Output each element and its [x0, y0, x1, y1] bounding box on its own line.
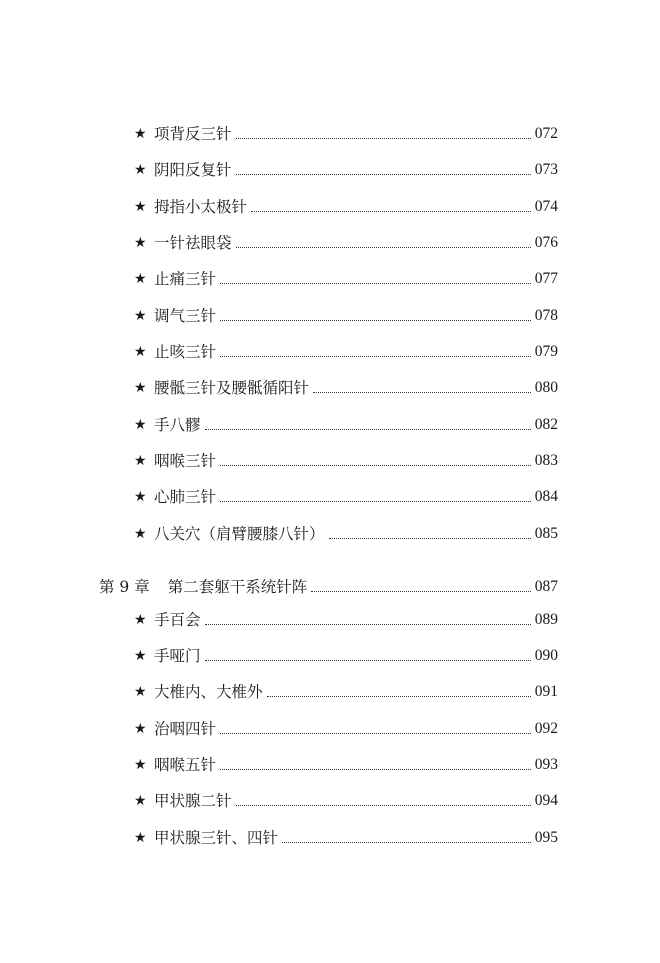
- dot-leader: [220, 356, 531, 357]
- toc-entry-title: 咽喉五针: [154, 756, 217, 774]
- star-icon: ★: [134, 235, 147, 251]
- dot-leader: [205, 660, 531, 661]
- toc-entry: [134, 828, 558, 848]
- dot-leader: [236, 138, 531, 139]
- star-icon: ★: [134, 271, 147, 287]
- toc-entry-page: 082: [534, 416, 558, 433]
- toc-entry: [134, 451, 558, 471]
- toc-entry-title: 腰骶三针及腰骶循阳针: [154, 379, 310, 397]
- toc-entry: [134, 487, 558, 507]
- toc-entry: [134, 124, 558, 144]
- star-icon: ★: [134, 648, 147, 664]
- toc-entry-title: 调气三针: [154, 307, 217, 325]
- toc-entry-page: 094: [534, 792, 558, 809]
- dot-leader: [220, 769, 531, 770]
- star-icon: ★: [134, 199, 147, 215]
- toc-entry-page: 092: [534, 720, 558, 737]
- toc-entry-title: 手哑门: [154, 647, 201, 665]
- dot-leader: [220, 465, 531, 466]
- toc-entry-title: 咽喉三针: [154, 452, 217, 470]
- dot-leader: [267, 696, 531, 697]
- toc-entry-title: 治咽四针: [154, 720, 217, 738]
- toc-entry-title: 项背反三针: [154, 125, 232, 143]
- star-icon: ★: [134, 830, 147, 846]
- toc-entry-page: 089: [534, 611, 558, 628]
- toc-entry-title: 大椎内、大椎外: [154, 683, 263, 701]
- dot-leader: [220, 501, 531, 502]
- star-icon: ★: [134, 344, 147, 360]
- star-icon: ★: [134, 489, 147, 505]
- toc-entry-page: 076: [534, 234, 558, 251]
- toc-entry-page: 095: [534, 829, 558, 846]
- dot-leader: [236, 247, 531, 248]
- dot-leader: [282, 842, 531, 843]
- dot-leader: [313, 392, 531, 393]
- star-icon: ★: [134, 684, 147, 700]
- toc-entry: [134, 269, 558, 289]
- toc-entry-title: 止痛三针: [154, 270, 217, 288]
- toc-entry: [134, 415, 558, 435]
- dot-leader: [205, 624, 531, 625]
- star-icon: ★: [134, 417, 147, 433]
- toc-entry-title: 心肺三针: [154, 488, 217, 506]
- star-icon: ★: [134, 721, 147, 737]
- toc-entry-title: 甲状腺二针: [154, 792, 232, 810]
- toc-entry-page: 085: [534, 525, 558, 542]
- toc-entry: [134, 610, 558, 630]
- toc-entry: [134, 719, 558, 739]
- toc-entry-title: 拇指小太极针: [154, 198, 248, 216]
- toc-entry-page: 083: [534, 452, 558, 469]
- toc-entry: [134, 791, 558, 811]
- chapter-number: 第 9 章: [99, 578, 150, 596]
- toc-entry-title: 止咳三针: [154, 343, 217, 361]
- dot-leader: [236, 174, 531, 175]
- star-icon: ★: [134, 453, 147, 469]
- toc-entry-page: 074: [534, 198, 558, 215]
- toc-entry-page: 084: [534, 488, 558, 505]
- chapter-page: 087: [534, 578, 558, 595]
- dot-leader: [236, 805, 531, 806]
- dot-leader: [311, 591, 531, 592]
- toc-entry-title: 手八髎: [154, 416, 201, 434]
- toc-entry-title: 手百会: [154, 611, 201, 629]
- toc-entry: [134, 160, 558, 180]
- dot-leader: [205, 429, 531, 430]
- toc-entry-page: 078: [534, 307, 558, 324]
- toc-entry-page: 077: [534, 270, 558, 287]
- star-icon: ★: [134, 793, 147, 809]
- dot-leader: [329, 538, 531, 539]
- star-icon: ★: [134, 612, 147, 628]
- star-icon: ★: [134, 757, 147, 773]
- toc-entry: [134, 524, 558, 544]
- toc-entry: [134, 306, 558, 326]
- toc-chapter-entry: [99, 577, 558, 597]
- toc-entry: [134, 755, 558, 775]
- toc-entry-page: 073: [534, 161, 558, 178]
- star-icon: ★: [134, 162, 147, 178]
- star-icon: ★: [134, 126, 147, 142]
- chapter-title: 第二套躯干系统针阵: [167, 578, 308, 596]
- toc-entry-title: 阴阳反复针: [154, 161, 232, 179]
- toc-entry-title: 八关穴（肩臂腰膝八针）: [154, 525, 325, 543]
- toc-entry-page: 080: [534, 379, 558, 396]
- toc-entry: [134, 646, 558, 666]
- toc-entry-page: 091: [534, 683, 558, 700]
- toc-entry: [134, 197, 558, 217]
- star-icon: ★: [134, 526, 147, 542]
- star-icon: ★: [134, 308, 147, 324]
- toc-entry-title: 甲状腺三针、四针: [154, 829, 279, 847]
- toc-entry: [134, 378, 558, 398]
- dot-leader: [220, 283, 531, 284]
- toc-entry-page: 072: [534, 125, 558, 142]
- dot-leader: [251, 211, 531, 212]
- toc-entry: [134, 342, 558, 362]
- toc-entry-page: 090: [534, 647, 558, 664]
- dot-leader: [220, 320, 531, 321]
- toc-entry-page: 079: [534, 343, 558, 360]
- toc-entry: [134, 233, 558, 253]
- toc-entry: [134, 682, 558, 702]
- toc-entry-page: 093: [534, 756, 558, 773]
- star-icon: ★: [134, 380, 147, 396]
- toc-entry-title: 一针祛眼袋: [154, 234, 232, 252]
- dot-leader: [220, 733, 531, 734]
